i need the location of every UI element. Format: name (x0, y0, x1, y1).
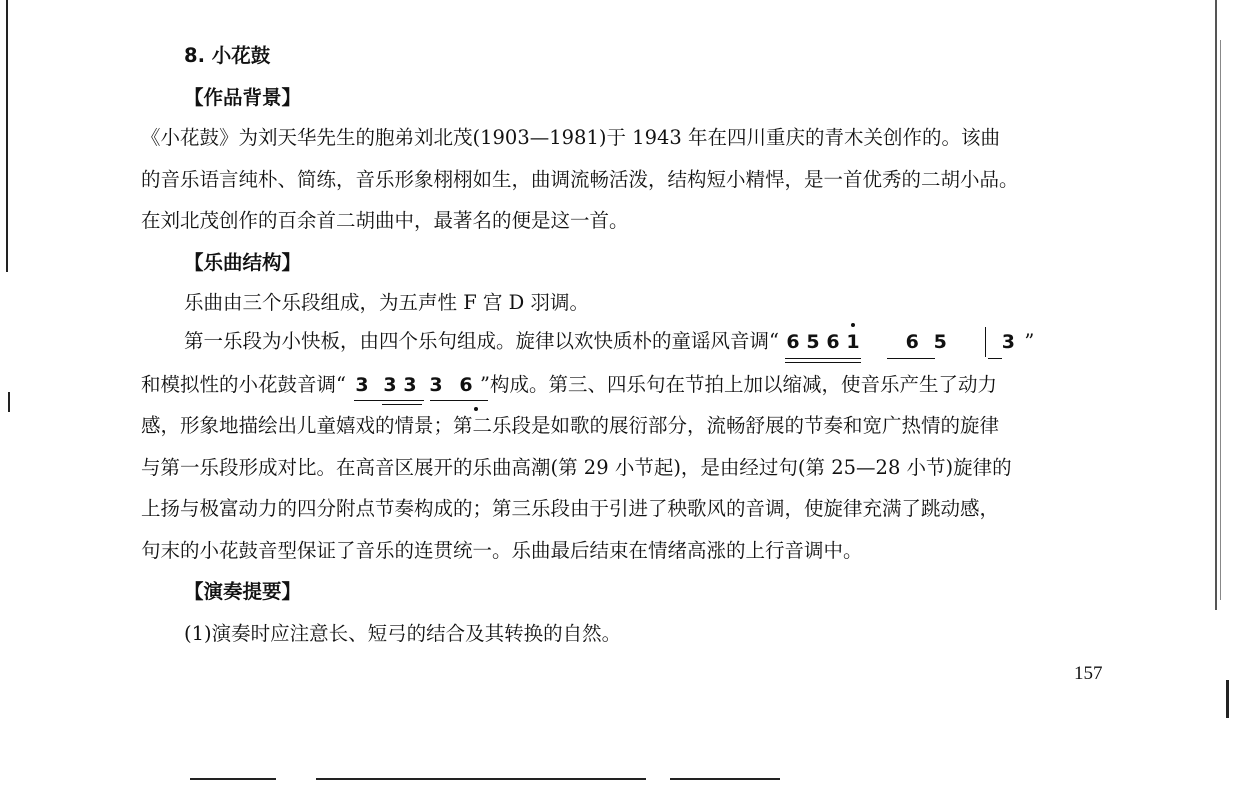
beam-line (382, 404, 422, 406)
beam-line (988, 358, 1002, 360)
paragraph-tail-text: ”构成。第三、四乐句在节拍上加以缩减，使音乐产生了动力 (479, 373, 997, 396)
structure-intro: 乐曲由三个乐段组成，为五声性 F 宫 D 羽调。 (184, 291, 589, 314)
scan-mark-left (8, 392, 10, 412)
high-octave-dot (851, 323, 855, 327)
paragraph-line: 感，形象地描绘出儿童嬉戏的情景；第二乐段是如歌的展衍部分，流畅舒展的节奏和宽广热情的旋律 (141, 414, 1000, 437)
paragraph-line-motif2 (141, 371, 997, 399)
paragraph-line: 的音乐语言纯朴、简练，音乐形象栩栩如生，曲调流畅活泼，结构短小精悍，是一首优秀的二胡小品。 (141, 168, 1019, 191)
quote-close: ” (1024, 329, 1035, 353)
paragraph-line: 在刘北茂创作的百余首二胡曲中，最著名的便是这一首。 (141, 209, 629, 232)
jianpu-note: 3 (355, 374, 369, 396)
jianpu-motif-1 (783, 327, 1018, 357)
scan-edge-left (6, 0, 8, 272)
scan-bottom-line (190, 778, 276, 780)
scan-mark-right (1226, 680, 1229, 718)
jianpu-note: 3 (383, 374, 397, 396)
paragraph-lead-text: 第一乐段为小快板，由四个乐句组成。旋律以欢快质朴的童谣风音调“ (184, 329, 779, 353)
section-title-structure: 【乐曲结构】 (184, 251, 302, 274)
jianpu-note: 5 (806, 330, 820, 353)
beam-line (785, 358, 861, 360)
beam-line (430, 400, 488, 402)
paragraph-lead-text: 和模拟性的小花鼓音调“ (141, 373, 346, 396)
scan-edge-right (1215, 0, 1217, 610)
jianpu-note: 6 (905, 330, 919, 353)
low-octave-dot (474, 407, 478, 411)
section-title-performance: 【演奏提要】 (184, 580, 302, 603)
bar-line (985, 327, 987, 357)
paragraph-line: 《小花鼓》为刘天华先生的胞弟刘北茂(1903—1981)于 1943 年在四川重庆的青木关创作的。该曲 (141, 126, 1000, 149)
scan-bottom-line (316, 778, 646, 780)
jianpu-note: 3 (429, 374, 443, 396)
jianpu-note: 1 (846, 330, 860, 353)
section-title-background: 【作品背景】 (184, 86, 302, 109)
paragraph-line: 句末的小花鼓音型保证了音乐的连贯统一。乐曲最后结束在情绪高涨的上行音调中。 (141, 539, 863, 562)
paragraph-line-motif1 (184, 327, 1034, 357)
jianpu-note: 3 (1001, 330, 1015, 353)
performance-item: (1)演奏时应注意长、短弓的结合及其转换的自然。 (184, 622, 622, 645)
page-number: 157 (1074, 663, 1103, 684)
scan-edge-right (1220, 40, 1221, 600)
paragraph-line: 与第一乐段形成对比。在高音区展开的乐曲高潮(第 29 小节起)，是由经过句(第 25—28 小节)旋律的 (141, 456, 1012, 479)
paragraph-line: 上扬与极富动力的四分附点节奏构成的；第三乐段由于引进了秧歌风的音调，使旋律充满了跳动感， (141, 497, 1000, 520)
jianpu-note: 5 (933, 330, 947, 353)
beam-line (354, 400, 424, 402)
scan-bottom-line (670, 778, 780, 780)
beam-line (785, 362, 861, 364)
jianpu-motif-2 (352, 371, 476, 399)
jianpu-note: 6 (786, 330, 800, 353)
jianpu-note: 3 (403, 374, 417, 396)
jianpu-note: 6 (826, 330, 840, 353)
jianpu-note: 6 (459, 374, 473, 396)
heading: 8. 小花鼓 (184, 44, 271, 67)
beam-line (887, 358, 935, 360)
